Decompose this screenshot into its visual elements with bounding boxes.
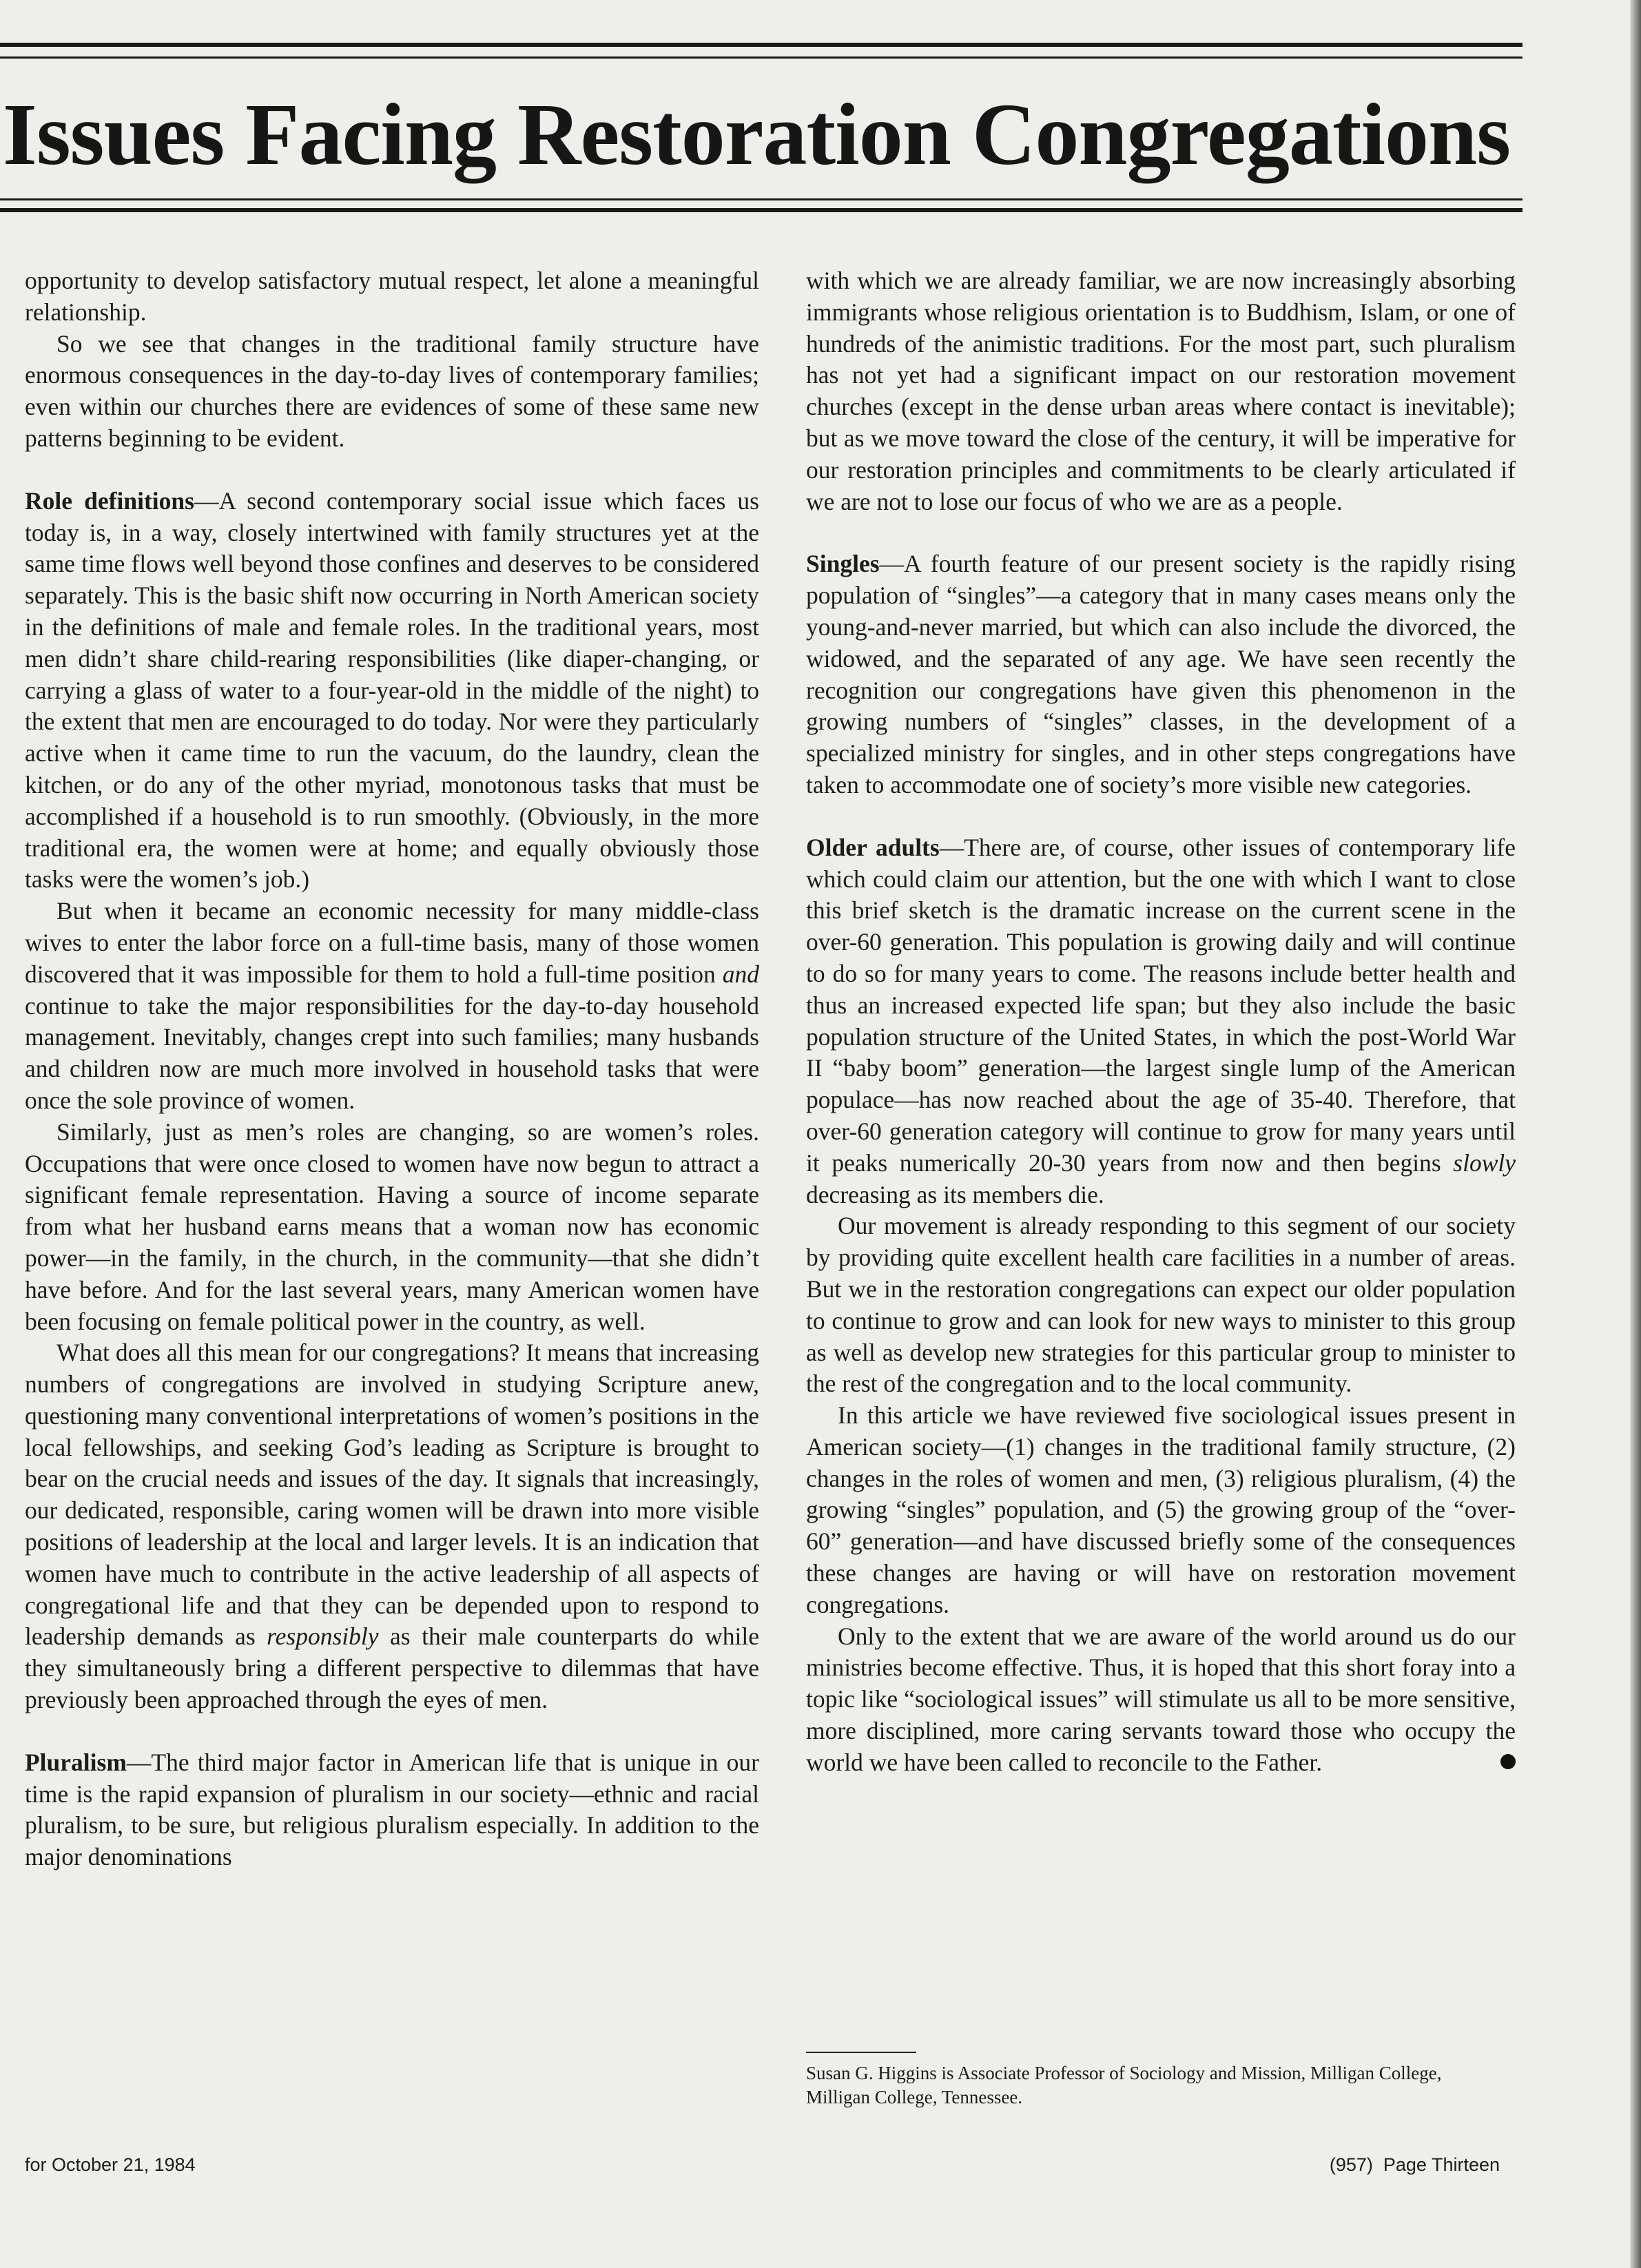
- top-rule-thin: [0, 56, 1523, 59]
- author-footnote: Susan G. Higgins is Associate Professor of Sociology and Mission, Milligan College, Milligan College, Tennessee.: [806, 2063, 1442, 2107]
- emphasis: and: [722, 960, 759, 988]
- top-rule: [0, 43, 1523, 47]
- page-folio: [1330, 2153, 1500, 2176]
- section-heading: Pluralism: [25, 1748, 127, 1776]
- bottom-rule: [0, 208, 1523, 212]
- section-pluralism: [25, 1747, 759, 1873]
- paragraph: What does all this mean for our congregations? It means that increasing numbers of congregations are involved in studying Scripture anew, questioning many conventional interpretations of women’s positions in the local fellowships, and seeking God’s leading as Scripture is brought to bear on the crucial needs and issues of the day. It signals that increasingly, our dedicated, responsible, caring women will be drawn into more visible positions of leadership at the local and larger levels. It is an indication that women have much to contribute in the active leadership of all aspects of congregational life and that they can be depended upon to respond to leadership demands as responsibly as their male counterparts do while they simultaneously bring a different perspective to dilemmas that have previously been approached through the eyes of men.: [25, 1339, 759, 1714]
- section-heading: Role definitions: [25, 486, 194, 515]
- left-column: [25, 265, 759, 1873]
- paragraph: But when it became an economic necessity for many middle-class wives to enter the labor force on a full-time basis, many of those women discovered that it was impossible for them to hold a full-time position and continue to take the major responsibilities for the day-to-day household management. Inevitably, changes crept into such families; many husbands and children now are much more involved in household tasks that were once the sole province of women.: [25, 897, 759, 1114]
- paragraph: Only to the extent that we are aware of the world around us do our ministries become effective. Thus, it is hoped that this short foray into a topic like “sociological issues” will stimulate us all to be more sensitive, more disciplined, more caring servants toward those who occupy the world we have been called to reconcile to the Father.: [806, 1622, 1516, 1776]
- section-heading: Older adults: [806, 833, 940, 861]
- end-of-article-bullet-icon: [1500, 1754, 1516, 1769]
- emphasis: slowly: [1453, 1148, 1516, 1177]
- page-edge-shadow: [1630, 0, 1641, 2268]
- paragraph: So we see that changes in the traditional family structure have enormous consequences in the day-to-day lives of contemporary families; even within our churches there are evidences of some of these same new patterns beginning to be evident.: [25, 329, 759, 452]
- right-column: [806, 265, 1516, 1779]
- section-older-adults: Older adults—There are, of course, other issues of contemporary life which could claim our attention, but the one with which I want to close this brief sketch is the dramatic increase on the current scene in the over-60 generation. This population is growing daily and will continue to do so for many years to come. The reasons include better health and thus an increased expected life span; but they also include the basic population structure of the United States, in which the post-World War II “baby boom” generation—the largest single lump of the American populace—has now reached about the age of 35-40. Therefore, that over-60 generation category will continue to grow for many years until it peaks numerically 20-30 years from now and then begins slowly decreasing as its members die.: [806, 833, 1516, 1208]
- page-number: (957): [1329, 2154, 1373, 2175]
- paragraph: In this article we have reviewed five sociological issues present in American society—(1) changes in the traditional family structure, (2) changes in the roles of women and men, (3) religious pluralism, (4) the growing “singles” population, and (5) the growing group of the “over-60” generation—and have discussed briefly some of the consequences these changes are having or will have on restoration movement congregations.: [806, 1401, 1516, 1618]
- paragraph: opportunity to develop satisfactory mutual respect, let alone a meaningful relationship.: [25, 267, 759, 326]
- footnote-rule: [806, 2052, 916, 2053]
- page-label: Page Thirteen: [1383, 2154, 1500, 2175]
- section-text: —The third major factor in American life that is unique in our time is the rapid expansion of pluralism in our society—ethnic and racial pluralism, to be sure, but religious pluralism especially. In addition to the major denominations: [25, 1748, 759, 1871]
- section-heading: Singles: [806, 550, 880, 578]
- bottom-rule-thin: [0, 198, 1523, 200]
- paragraph: Our movement is already responding to this segment of our society by providing quite excellent health care facilities in a number of areas. But we in the restoration congregations can expect our older population to continue to grow and can look for new ways to minister to this group as well as develop new strategies for this particular group to minister to the rest of the congregation and to the local community.: [806, 1212, 1516, 1398]
- issue-date-folio: for October 21, 1984: [25, 2154, 196, 2175]
- emphasis: responsibly: [267, 1622, 379, 1651]
- section-text: —A second contemporary social issue which faces us today is, in a way, closely intertwined with family structures yet at the same time flows well beyond those confines and deserves to be considered separately. This is the basic shift now occurring in North American society in the definitions of male and female roles. In the traditional years, most men didn’t share child-rearing responsibilities (like diaper-changing, or carrying a glass of water to a four-year-old in the middle of the night) to the extent that men are encouraged to do today. Nor were they particularly active when it came time to run the vacuum, do the laundry, clean the kitchen, or do any of the other myriad, monotonous tasks that must be accomplished if a household is to run smoothly. (Obviously, in the more traditional era, the women were at home; and equally obviously those tasks were the women’s job.): [25, 486, 759, 894]
- section-singles: [806, 548, 1516, 801]
- paragraph: with which we are already familiar, we are now increasingly absorbing immigrants whose religious orientation is to Buddhism, Islam, or one of hundreds of the animistic traditions. For the most part, such pluralism has not yet had a significant impact on our restoration movement churches (except in the dense urban areas where contact is inevitable); but as we move toward the close of the century, it will be imperative for our restoration principles and commitments to be clearly articulated if we are not to lose our focus of who we are as a people.: [806, 267, 1516, 515]
- section-role-definitions: [25, 486, 759, 896]
- paragraph: Similarly, just as men’s roles are changing, so are women’s roles. Occupations that were once closed to women have now begun to attract a significant female representation. Having a source of income separate from what her husband earns means that a woman now has economic power—in the family, in the church, in the community—that she didn’t have before. And for the last several years, many American women have been focusing on female political power in the country, as well.: [25, 1117, 759, 1335]
- section-text: —A fourth feature of our present society is the rapidly rising population of “singles”—a category that in many cases means only the young-and-never married, but which can also include the divorced, the widowed, and the separated of any age. We have seen recently the recognition our congregations have given this phenomenon in the growing numbers of “singles” classes, in the development of a specialized ministry for singles, and in other steps congregations have taken to accommodate one of society’s more visible new categories.: [806, 550, 1516, 798]
- article-headline: Issues Facing Restoration Congregations: [3, 85, 1510, 183]
